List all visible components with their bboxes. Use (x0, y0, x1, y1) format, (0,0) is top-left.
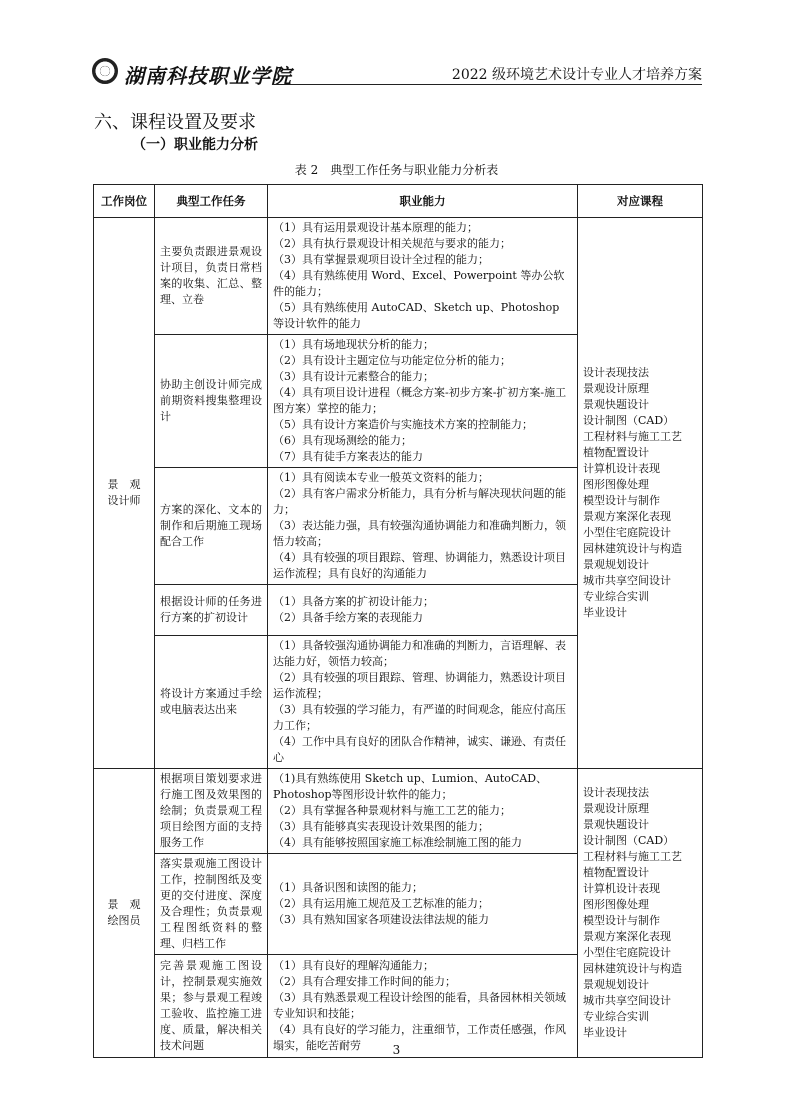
ability-item: （4）工作中具有良好的团队合作精神，诚实、谦逊、有责任心 (273, 735, 566, 764)
task-cell: 方案的深化、文本的制作和后期施工现场配合工作 (155, 468, 268, 585)
course-item: 设计表现技法 (583, 366, 649, 379)
ability-item: （1）具备方案的扩初设计能力； (273, 595, 434, 608)
ability-item: （2）具有掌握各种景观材料与施工工艺的能力； (273, 804, 511, 817)
course-item: 园林建筑设计与构造 (583, 542, 682, 555)
course-item: 设计制图（CAD） (583, 414, 675, 427)
header-ability: 职业能力 (268, 185, 578, 218)
course-item: 模型设计与制作 (583, 914, 660, 927)
course-item: 景观方案深化表现 (583, 510, 671, 523)
table-row (94, 218, 703, 335)
ability-item: （2）具有运用施工规范及工艺标准的能力； (273, 897, 489, 910)
header-divider (272, 84, 702, 85)
ability-item: （2）具有客户需求分析能力，具有分析与解决现状问题的能力； (273, 487, 566, 516)
school-name-logo: 湖南科技职业学院 (124, 64, 292, 88)
task-cell: 根据项目策划要求进行施工图及效果图的绘制；负责景观工程项目绘图方面的支持服务工作 (155, 769, 268, 854)
ability-item: （1)具有熟练使用 Sketch up、Lumion、AutoCAD、Photoshop等图形设计软件的能力； (273, 772, 548, 801)
ability-item: （5）具有熟练使用 AutoCAD、Sketch up、Photoshop 等设计软件的能力 (273, 301, 560, 330)
task-cell: 协助主创设计师完成前期资料搜集整理设计 (155, 335, 268, 468)
ability-item: （1）具备较强沟通协调能力和准确的判断力，言语理解、表达能力好，领悟力较高； (273, 639, 566, 668)
header-course: 对应课程 (578, 185, 703, 218)
course-item: 植物配置设计 (583, 446, 649, 459)
course-item: 模型设计与制作 (583, 494, 660, 507)
course-item: 工程材料与施工工艺 (583, 850, 682, 863)
course-item: 城市共享空间设计 (583, 574, 671, 587)
ability-item: （4）具有项目设计进程（概念方案-初步方案-扩初方案-施工图方案）掌控的能力； (273, 386, 567, 415)
ability-analysis-table (93, 184, 703, 1058)
ability-cell (268, 854, 578, 955)
ability-cell (268, 636, 578, 769)
course-item: 计算机设计表现 (583, 882, 660, 895)
course-item: 工程材料与施工工艺 (583, 430, 682, 443)
course-item: 景观快题设计 (583, 818, 649, 831)
header-task: 典型工作任务 (155, 185, 268, 218)
ability-item: （1）具备识图和读图的能力； (273, 881, 423, 894)
course-item: 植物配置设计 (583, 866, 649, 879)
page-number: 3 (392, 1043, 401, 1057)
ability-item: （1）具有良好的理解沟通能力； (273, 959, 434, 972)
course-item: 图形图像处理 (583, 478, 649, 491)
ability-item: （6）具有现场测绘的能力； (273, 434, 412, 447)
ability-item: （1）具有阅读本专业一般英文资料的能力； (273, 471, 489, 484)
course-item: 景观方案深化表现 (583, 930, 671, 943)
header-role: 工作岗位 (94, 185, 155, 218)
ability-item: （7）具有徒手方案表达的能力 (273, 450, 423, 463)
course-item: 专业综合实训 (583, 590, 649, 603)
table-row (94, 769, 703, 854)
ability-item: （4）具有良好的学习能力，注重细节，工作责任感强，作风塌实，能吃苦耐劳 (273, 1023, 566, 1052)
ability-item: （4）具有较强的项目跟踪、管理、协调能力，熟悉设计项目运作流程；具有良好的沟通能力 (273, 551, 566, 580)
course-item: 景观设计原理 (583, 382, 649, 395)
document-title: 2022 级环境艺术设计专业人才培养方案 (451, 67, 702, 83)
course-item: 计算机设计表现 (583, 462, 660, 475)
ability-item: （5）具有设计方案造价与实施技术方案的控制能力； (273, 418, 533, 431)
ability-item: （2）具有执行景观设计相关规范与要求的能力； (273, 237, 511, 250)
course-item: 小型住宅庭院设计 (583, 946, 671, 959)
ability-item: （3）具有熟知国家各项建设法律法规的能力 (273, 913, 489, 926)
ability-cell (268, 335, 578, 468)
ability-item: （3）具有较强的学习能力，有严谨的时间观念，能应付高压力工作； (273, 703, 566, 732)
ability-item: （1）具有运用景观设计基本原理的能力； (273, 221, 478, 234)
ability-item: （3）具有能够真实表现设计效果图的能力； (273, 820, 489, 833)
course-item: 设计制图（CAD） (583, 834, 675, 847)
table-caption: 表 2 典型工作任务与职业能力分析表 (294, 163, 499, 177)
ability-item: （3）表达能力强，具有较强沟通协调能力和准确判断力，领悟力较高； (273, 519, 566, 548)
course-item: 图形图像处理 (583, 898, 649, 911)
role-cell: 景 观 设计师 (94, 218, 155, 769)
ability-item: （3）具有掌握景观项目设计全过程的能力； (273, 253, 489, 266)
ability-cell (268, 468, 578, 585)
task-cell: 根据设计师的任务进行方案的扩初设计 (155, 585, 268, 636)
course-cell (578, 769, 703, 1058)
ability-item: （2）具有设计主题定位与功能定位分析的能力； (273, 354, 511, 367)
course-item: 毕业设计 (583, 1026, 627, 1039)
course-item: 设计表现技法 (583, 786, 649, 799)
section-title: 六、课程设置及要求 (94, 112, 256, 133)
course-cell (578, 218, 703, 769)
table-header-row (94, 185, 703, 218)
ability-item: （3）具有熟悉景观工程设计绘图的能看，具备园林相关领域专业知识和技能； (273, 991, 566, 1020)
ability-item: （3）具有设计元素整合的能力； (273, 370, 434, 383)
course-item: 城市共享空间设计 (583, 994, 671, 1007)
course-item: 景观设计原理 (583, 802, 649, 815)
task-cell: 主要负责跟进景观设计项目，负责日常档案的收集、汇总、整理、立卷 (155, 218, 268, 335)
subsection-title: （一）职业能力分析 (132, 137, 258, 153)
ability-item: （4）具有熟练使用 Word、Excel、Powerpoint 等办公软件的能力； (273, 269, 565, 298)
course-item: 景观规划设计 (583, 978, 649, 991)
ability-cell (268, 218, 578, 335)
course-item: 毕业设计 (583, 606, 627, 619)
ability-item: （1）具有场地现状分析的能力； (273, 338, 434, 351)
table-body (94, 218, 703, 1058)
course-item: 景观规划设计 (583, 558, 649, 571)
ability-item: （4）具有能够按照国家施工标准绘制施工图的能力 (273, 836, 522, 849)
course-item: 园林建筑设计与构造 (583, 962, 682, 975)
course-item: 景观快题设计 (583, 398, 649, 411)
ability-cell (268, 769, 578, 854)
role-cell: 景 观 绘图员 (94, 769, 155, 1058)
ability-item: （2）具备手绘方案的表现能力 (273, 611, 423, 624)
school-logo-icon (92, 58, 118, 84)
task-cell: 落实景观施工图设计工作，控制图纸及变更的交付进度、深度及合理性；负责景观工程图纸资料的整理、归档工作 (155, 854, 268, 955)
ability-cell (268, 585, 578, 636)
task-cell: 将设计方案通过手绘或电脑表达出来 (155, 636, 268, 769)
course-item: 专业综合实训 (583, 1010, 649, 1023)
task-cell: 完善景观施工图设计，控制景观实施效果；参与景观工程竣工验收、监控施工进度、质量，解决相关技术问题 (155, 955, 268, 1058)
page-header (92, 58, 702, 86)
ability-item: （2）具有合理安排工作时间的能力； (273, 975, 456, 988)
ability-item: （2）具有较强的项目跟踪、管理、协调能力，熟悉设计项目运作流程； (273, 671, 566, 700)
course-item: 小型住宅庭院设计 (583, 526, 671, 539)
